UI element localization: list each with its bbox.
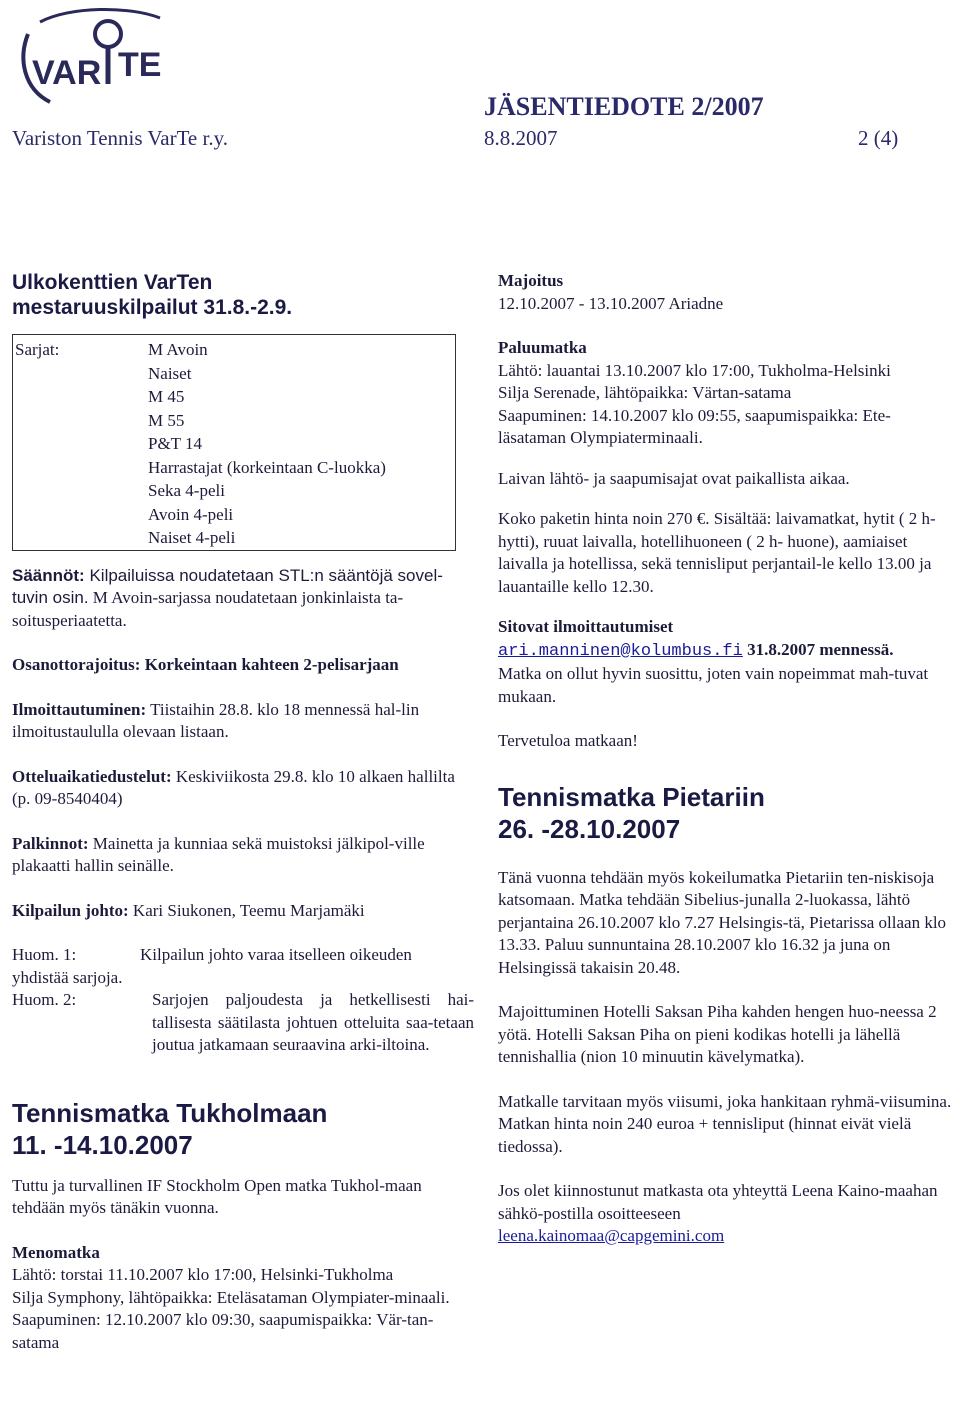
note-2: Huom. 2: Sarjojen paljoudesta ja hetkellisesti hai-tallisesta säätilasta johtuen otteluita saa-tetaan joutua jatkamaan seuraavina arki-iltoina. bbox=[12, 990, 474, 1054]
varte-logo bbox=[10, 4, 190, 114]
category-item: Naiset bbox=[148, 363, 192, 383]
st-petersburg-intro: Tänä vuonna tehdään myös kokeilumatka Pietariin ten-niskisoja katsomaan. Matka tehdään Sibelius-junalla 2-luokassa, lähtö perjantaina 26.10.2007 klo 7.27 Helsingis-tä, Pietarissa ollaan klo 13.33. Paluu sunnuntaina 28.10.2007 klo 16.32 ja juna on Helsingissä takaisin 20.48. bbox=[498, 867, 947, 977]
participation-limit: Osanottorajoitus: Korkeintaan kahteen 2-pelisarjaan bbox=[12, 655, 399, 674]
category-item: Seka 4-peli bbox=[148, 481, 225, 500]
category-item: M 55 bbox=[148, 410, 185, 430]
registration-email-link[interactable]: ari.manninen@kolumbus.fi bbox=[498, 641, 743, 661]
stockholm-trip-intro: Tuttu ja turvallinen IF Stockholm Open matka Tukhol-maan tehdään myös tänäkin vuonna. bbox=[12, 1175, 422, 1217]
prizes-paragraph: Palkinnot: Mainetta ja kunniaa sekä muistoksi jälkipol-ville plakaatti hallin seinälle. bbox=[12, 833, 425, 875]
st-petersburg-visa: Matkalle tarvitaan myös viisumi, joka hankitaan ryhmä-viisumina. Matkan hinta noin 240 euroa + tennisliput (hinnat eivät vielä tiedossa). bbox=[498, 1091, 952, 1156]
organization-name: Variston Tennis VarTe r.y. bbox=[12, 126, 228, 150]
categories-table bbox=[12, 334, 456, 551]
svg-text:VAR: VAR bbox=[32, 54, 102, 92]
local-times-note: Laivan lähtö- ja saapumisajat ovat paikallista aikaa. bbox=[498, 468, 850, 488]
category-item: M Avoin bbox=[148, 340, 208, 359]
left-column bbox=[12, 270, 474, 1354]
document-date: 8.8.2007 bbox=[484, 126, 558, 150]
category-item: Avoin 4-peli bbox=[148, 504, 234, 524]
stockholm-trip-title: Tennismatka Tukholmaan 11. -14.10.2007 bbox=[12, 1097, 328, 1160]
accommodation-section: Majoitus 12.10.2007 - 13.10.2007 Ariadne bbox=[498, 271, 724, 313]
category-item: Harrastajat (korkeintaan C-luokka) bbox=[148, 457, 386, 477]
category-item: P&T 14 bbox=[148, 434, 203, 453]
match-times-paragraph: Otteluaikatiedustelut: Keskiviikosta 29.8. klo 10 alkaen hallilta (p. 09-8540404) bbox=[12, 766, 455, 808]
return-section: Paluumatka Lähtö: lauantai 13.10.2007 klo 17:00, Tukholma-Helsinki Silja Serenade, lähtöpaikka: Värtan-satama Saapuminen: 14.10.2007 klo 09:55, saapumispaikka: Ete-läsataman Olympiaterminaali. bbox=[498, 338, 891, 447]
categories-list bbox=[146, 335, 456, 551]
document-title: JÄSENTIEDOTE 2/2007 bbox=[484, 92, 764, 121]
category-item: M 45 bbox=[148, 387, 185, 406]
enrollment-paragraph: Ilmoittautuminen: Tiistaihin 28.8. klo 18 mennessä hal-lin ilmoitustaululla olevaan listaan. bbox=[12, 699, 420, 741]
competition-lead-paragraph: Kilpailun johto: Kari Siukonen, Teemu Marjamäki bbox=[12, 900, 365, 920]
st-petersburg-trip-title: Tennismatka Pietariin 26. -28.10.2007 bbox=[498, 781, 765, 844]
svg-text:TE: TE bbox=[118, 46, 162, 84]
binding-registration: Sitovat ilmoittautumiset ari.manninen@kolumbus.fi 31.8.2007 mennessä. Matka on ollut hyvin suosittu, joten vain nopeimmat mah-tuvat mukaan. bbox=[498, 617, 929, 706]
categories-label: Sarjat: bbox=[15, 340, 60, 359]
st-petersburg-hotel: Majoittuminen Hotelli Saksan Piha kahden hengen huo-neessa 2 yötä. Hotelli Saksan Piha on pieni kodikas hotelli ja lähellä tennishallia (nion 10 minuutin kävelymatka). bbox=[498, 1002, 937, 1066]
right-column bbox=[498, 270, 954, 1248]
contact-email-link[interactable]: leena.kainomaa@capgemini.com bbox=[498, 1226, 725, 1245]
st-petersburg-contact: Jos olet kiinnostunut matkasta ota yhteyttä Leena Kaino-maahan sähkö-postilla osoitteeseen bbox=[498, 1181, 938, 1223]
page-number: 2 (4) bbox=[858, 126, 899, 150]
rules-paragraph: Säännöt: Kilpailuissa noudatetaan STL:n sääntöjä sovel-tuvin osin. M Avoin-sarjassa noudatetaan jonkinlaista ta-soitusperiaatetta. bbox=[12, 565, 443, 630]
package-price: Koko paketin hinta noin 270 €. Sisältää: laivamatkat, hytit ( 2 h-hytti), ruuat laivalla, hotellihuoneen ( 2 h- huone), aamiaiset laivalla ja hotellissa, sekä tennisliput perjantail-le kello 13.00 ja lauantaille kello 12.30. bbox=[498, 509, 936, 596]
championship-title: Ulkokenttien VarTen mestaruuskilpailut 31.8.-2.9. bbox=[12, 271, 293, 319]
welcome-text: Tervetuloa matkaan! bbox=[498, 731, 638, 750]
category-item: Naiset 4-peli bbox=[148, 528, 236, 547]
note-1: Huom. 1: Kilpailun johto varaa itselleen oikeuden yhdistää sarjoja. bbox=[12, 945, 412, 987]
outbound-section: Menomatka Lähtö: torstai 11.10.2007 klo 17:00, Helsinki-Tukholma Silja Symphony, lähtöpaikka: Eteläsataman Olympiater-minaali. Saapuminen: 12.10.2007 klo 09:30, saapumispaikka: Vär-tan-satama bbox=[12, 1242, 450, 1352]
